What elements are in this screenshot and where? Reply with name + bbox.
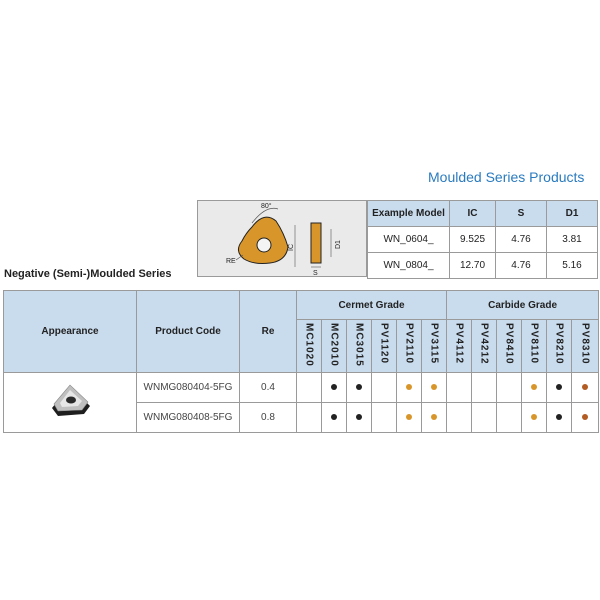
re-value: 0.8	[240, 403, 297, 433]
availability-dot	[582, 414, 588, 420]
header-carbide-grade: Carbide Grade	[447, 291, 599, 320]
grade-header	[422, 320, 447, 373]
spec-d1: 5.16	[547, 253, 598, 279]
d1-label: D1	[335, 240, 342, 249]
grade-header	[347, 320, 372, 373]
spec-model: WN_0604_	[368, 227, 450, 253]
spec-s: 4.76	[496, 253, 547, 279]
table-row	[4, 373, 599, 403]
grade-header	[322, 320, 347, 373]
insert-side-view	[311, 223, 321, 263]
grade-label: PV8410	[503, 323, 515, 365]
grade-cell	[472, 403, 497, 433]
grade-header	[522, 320, 547, 373]
grade-header	[497, 320, 522, 373]
section-title: Negative (Semi-)Moulded Series	[4, 268, 172, 280]
insert-photo	[40, 380, 100, 422]
spec-header-ic: IC	[450, 201, 496, 227]
spec-table	[367, 200, 598, 279]
grade-header	[372, 320, 397, 373]
grade-cell	[297, 373, 322, 403]
grade-label: PV4212	[478, 323, 490, 365]
grade-label: MC2010	[328, 323, 340, 367]
grade-cell	[472, 373, 497, 403]
grade-label: PV2110	[403, 323, 415, 365]
grade-label: PV3115	[428, 323, 440, 365]
header-appearance: Appearance	[4, 291, 137, 373]
availability-dot	[356, 384, 362, 390]
availability-dot	[531, 414, 537, 420]
grade-cell	[297, 403, 322, 433]
grade-label: PV8110	[528, 323, 540, 365]
availability-dot	[331, 414, 337, 420]
grade-cell	[322, 403, 347, 433]
availability-dot	[582, 384, 588, 390]
availability-dot	[406, 384, 412, 390]
grade-cell	[547, 403, 572, 433]
availability-dot	[431, 384, 437, 390]
grade-cell	[522, 403, 547, 433]
insert-diagram-svg	[198, 201, 368, 278]
grade-cell	[397, 403, 422, 433]
re-label: RE	[226, 258, 236, 265]
grade-label: PV4112	[453, 323, 465, 365]
grade-cell	[447, 403, 472, 433]
grade-cell	[347, 403, 372, 433]
grade-cell	[322, 373, 347, 403]
grade-cell	[347, 373, 372, 403]
grade-label: MC3015	[353, 323, 365, 367]
header-cermet-grade: Cermet Grade	[297, 291, 447, 320]
grade-cell	[572, 373, 599, 403]
spec-header-d1: D1	[547, 201, 598, 227]
grade-header	[447, 320, 472, 373]
grade-cell	[497, 373, 522, 403]
s-label: S	[313, 270, 318, 277]
availability-dot	[331, 384, 337, 390]
availability-dot	[556, 384, 562, 390]
product-table	[3, 290, 599, 433]
grade-cell	[522, 373, 547, 403]
grade-cell	[547, 373, 572, 403]
spec-row	[368, 253, 598, 279]
availability-dot	[431, 414, 437, 420]
grade-cell	[372, 373, 397, 403]
product-code: WNMG080404-5FG	[137, 373, 240, 403]
insert-diagram	[197, 200, 367, 277]
grade-cell	[422, 373, 447, 403]
grade-label: PV1120	[378, 323, 390, 365]
header-re: Re	[240, 291, 297, 373]
angle-label: 80°	[261, 203, 272, 210]
spec-row	[368, 227, 598, 253]
grade-cell	[397, 373, 422, 403]
grade-cell	[447, 373, 472, 403]
spec-panel	[197, 200, 598, 277]
grade-header	[297, 320, 322, 373]
grade-header	[572, 320, 599, 373]
appearance-cell	[4, 373, 137, 433]
re-value: 0.4	[240, 373, 297, 403]
spec-d1: 3.81	[547, 227, 598, 253]
availability-dot	[356, 414, 362, 420]
spec-ic: 12.70	[450, 253, 496, 279]
spec-s: 4.76	[496, 227, 547, 253]
insert-hole	[257, 238, 271, 252]
grade-cell	[572, 403, 599, 433]
grade-label: PV8210	[553, 323, 565, 365]
ic-label: IC	[288, 244, 295, 251]
grade-cell	[422, 403, 447, 433]
grade-cell	[372, 403, 397, 433]
spec-ic: 9.525	[450, 227, 496, 253]
grade-label: PV8310	[579, 323, 591, 365]
grade-header	[547, 320, 572, 373]
spec-model: WN_0804_	[368, 253, 450, 279]
spec-header-s: S	[496, 201, 547, 227]
availability-dot	[406, 414, 412, 420]
grade-header	[472, 320, 497, 373]
grade-header	[397, 320, 422, 373]
header-product-code: Product Code	[137, 291, 240, 373]
grade-cell	[497, 403, 522, 433]
availability-dot	[531, 384, 537, 390]
series-title: Moulded Series Products	[428, 169, 585, 185]
grade-label: MC1020	[303, 323, 315, 367]
spec-header-model: Example Model	[368, 201, 450, 227]
product-code: WNMG080408-5FG	[137, 403, 240, 433]
availability-dot	[556, 414, 562, 420]
